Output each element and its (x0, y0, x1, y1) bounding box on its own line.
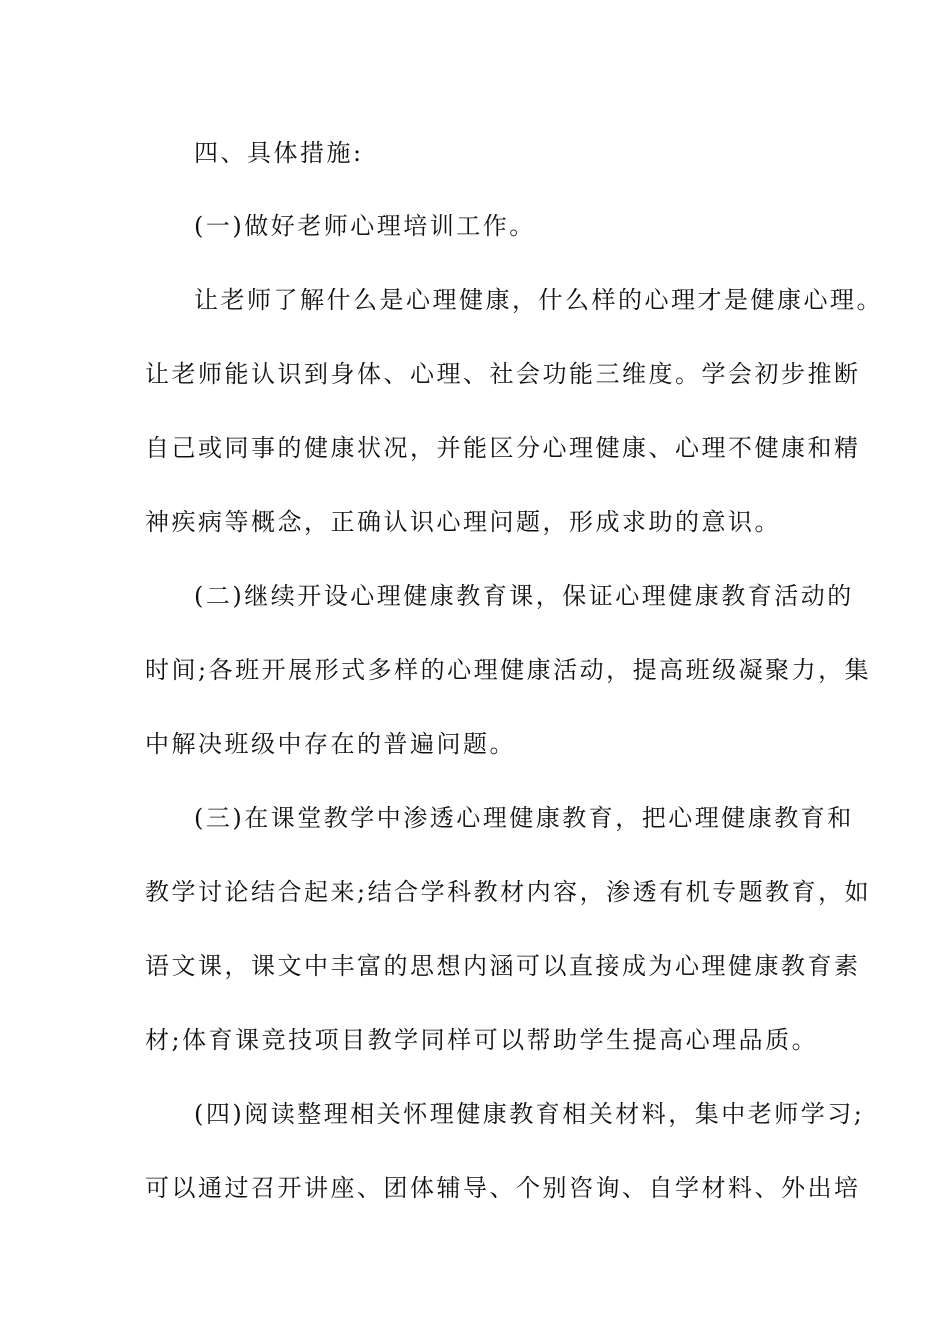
paragraph-line: 可以通过召开讲座、团体辅导、个别咨询、自学材料、外出培 (145, 1174, 861, 1202)
paragraph-line: 语文课，课文中丰富的思想内涵可以直接成为心理健康教育素 (145, 952, 861, 980)
paragraph-line: 时间;各班开展形式多样的心理健康活动，提高班级凝聚力，集 (145, 656, 872, 684)
paragraph-line: (四)阅读整理相关怀理健康教育相关材料，集中老师学习; (194, 1100, 865, 1128)
paragraph-line: 让老师了解什么是心理健康，什么样的心理才是健康心理。 (194, 286, 883, 314)
paragraph-line: (三)在课堂教学中渗透心理健康教育，把心理健康教育和 (194, 804, 854, 832)
paragraph-line: 教学讨论结合起来;结合学科教材内容，渗透有机专题教育，如 (145, 878, 872, 906)
paragraph-line: (二)继续开设心理健康教育课，保证心理健康教育活动的 (194, 582, 854, 610)
paragraph-line: 自己或同事的健康状况，并能区分心理健康、心理不健康和精 (145, 434, 861, 462)
section-heading: 四、具体措施: (194, 139, 364, 167)
paragraph-line: 神疾病等概念，正确认识心理问题，形成求助的意识。 (145, 508, 781, 536)
paragraph-line: 中解决班级中存在的普遍问题。 (145, 730, 516, 758)
paragraph-line: 让老师能认识到身体、心理、社会功能三维度。学会初步推断 (145, 360, 861, 388)
subsection-heading-1: (一)做好老师心理培训工作。 (194, 212, 536, 240)
paragraph-line: 材;体育课竞技项目教学同样可以帮助学生提高心理品质。 (145, 1026, 819, 1054)
